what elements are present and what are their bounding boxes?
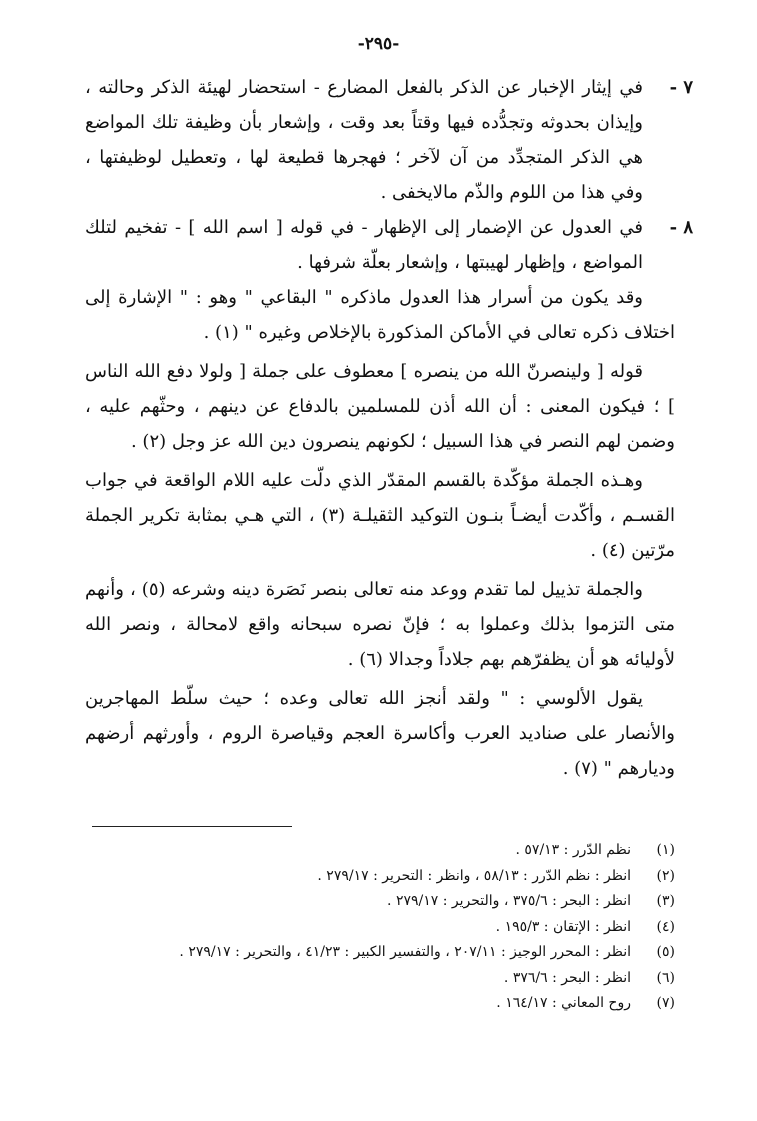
footnote-text: انظر : المحرر الوجيز : ٢٠٧/١١ ، والتفسير الكبير : ٤١/٢٣ ، والتحرير : ٢٧٩/١٧ .	[179, 944, 631, 960]
footnote-text: انظر : البحر : ٣٧٦/٦ .	[503, 969, 631, 986]
footnote	[75, 915, 675, 941]
footnotes-list	[75, 838, 675, 1017]
paragraph: يقول الألوسي : " ولقد أنجز الله تعالى وعده ؛ حيث سلّط المهاجرين والأنصار على صناديد العرب وأكاسرة العجم وقياصرة الروم ، وأورثهم أرضهم وديارهم " (٧) .	[85, 688, 675, 779]
numbered-point-8	[85, 210, 693, 280]
footnote-mark: (١)	[656, 842, 675, 858]
footnote-mark: (٦)	[656, 969, 675, 986]
footnote	[75, 991, 675, 1017]
main-text	[85, 70, 693, 786]
point-text: في إيثار الإخبار عن الذكر بالفعل المضارع - استحضار لهيئة الذكر وحالته ، وإيذان بحدوثه وتجدُّده فيها وقتاً بعد وقت ، وإشعار بأن وظيفة تلك المواضع هي الذكر المتجدِّد من آن لآخر ؛ فهجرها قطيعة لها ، وتعطيل لوظيفتها ، وفي هذا من اللوم والذّم مالايخفى .	[85, 77, 643, 203]
footnote-text: انظر : الإتقان : ١٩٥/٣ .	[495, 918, 631, 935]
numbered-point-7	[85, 70, 693, 210]
footnote-text: روح المعاني : ١٦٤/١٧ .	[496, 995, 631, 1011]
point-number: ٨ -	[669, 217, 693, 238]
footnote-mark: (٥)	[656, 944, 675, 960]
footnote	[75, 940, 675, 966]
footnote	[75, 966, 675, 992]
footnote-separator	[92, 826, 292, 827]
footnote	[75, 838, 675, 864]
footnote	[75, 864, 675, 890]
footnote-mark: (٣)	[656, 893, 675, 909]
page-number: -٢٩٥-	[357, 34, 400, 54]
footnote-text: انظر : نظم الدّرر : ٥٨/١٣ ، وانظر : التحرير : ٢٧٩/١٧ .	[317, 867, 631, 884]
footnote-text: نظم الدّرر : ٥٧/١٣ .	[515, 842, 631, 858]
footnote-mark: (٤)	[656, 918, 675, 935]
paragraph: وقد يكون من أسرار هذا العدول ماذكره " البقاعي " وهو : " الإشارة إلى اختلاف ذكره تعالى في الأماكن المذكورة بالإخلاص وغيره " (١) .	[85, 287, 675, 343]
footnote-mark: (٧)	[656, 995, 675, 1011]
point-number: ٧ -	[669, 77, 693, 98]
footnote-text: انظر : البحر : ٣٧٥/٦ ، والتحرير : ٢٧٩/١٧ .	[387, 893, 631, 909]
point-text: في العدول عن الإضمار إلى الإظهار - في قوله [ اسم الله ] - تفخيم لتلك المواضع ، وإظهار لهيبتها ، وإشعار بعلّة شرفها .	[85, 217, 643, 273]
footnote-mark: (٢)	[656, 867, 675, 884]
paragraph: قوله [ ولينصرنّ الله من ينصره ] معطوف على جملة [ ولولا دفع الله الناس ] ؛ فيكون المعنى : أن الله أذن للمسلمين بالدفاع عن دينهم ، وحثّهم عليه ، وضمن لهم النصر في هذا السبيل ؛ لكونهم ينصرون دين الله عز وجل (٢) .	[85, 361, 675, 452]
paragraph: والجملة تذييل لما تقدم ووعد منه تعالى بنصر نَصَرة دينه وشرعه (٥) ، وأنهم متى التزموا بذلك وعملوا به ؛ فإنّ نصره سبحانه واقع لامحالة ، ونصر الله لأوليائه هو أن يظفرّهم بهم جلاداً وجدالا (٦) .	[85, 579, 675, 670]
footnote	[75, 889, 675, 915]
paragraph: وهـذه الجملة مؤكّدة بالقسم المقدّر الذي دلّت عليه اللام الواقعة في جواب القسـم ، وأكّدت أيضـاً بنـون التوكيد الثقيلـة (٣) ، التي هـي بمثابة تكرير الجملة مرّتين (٤) .	[85, 470, 675, 561]
